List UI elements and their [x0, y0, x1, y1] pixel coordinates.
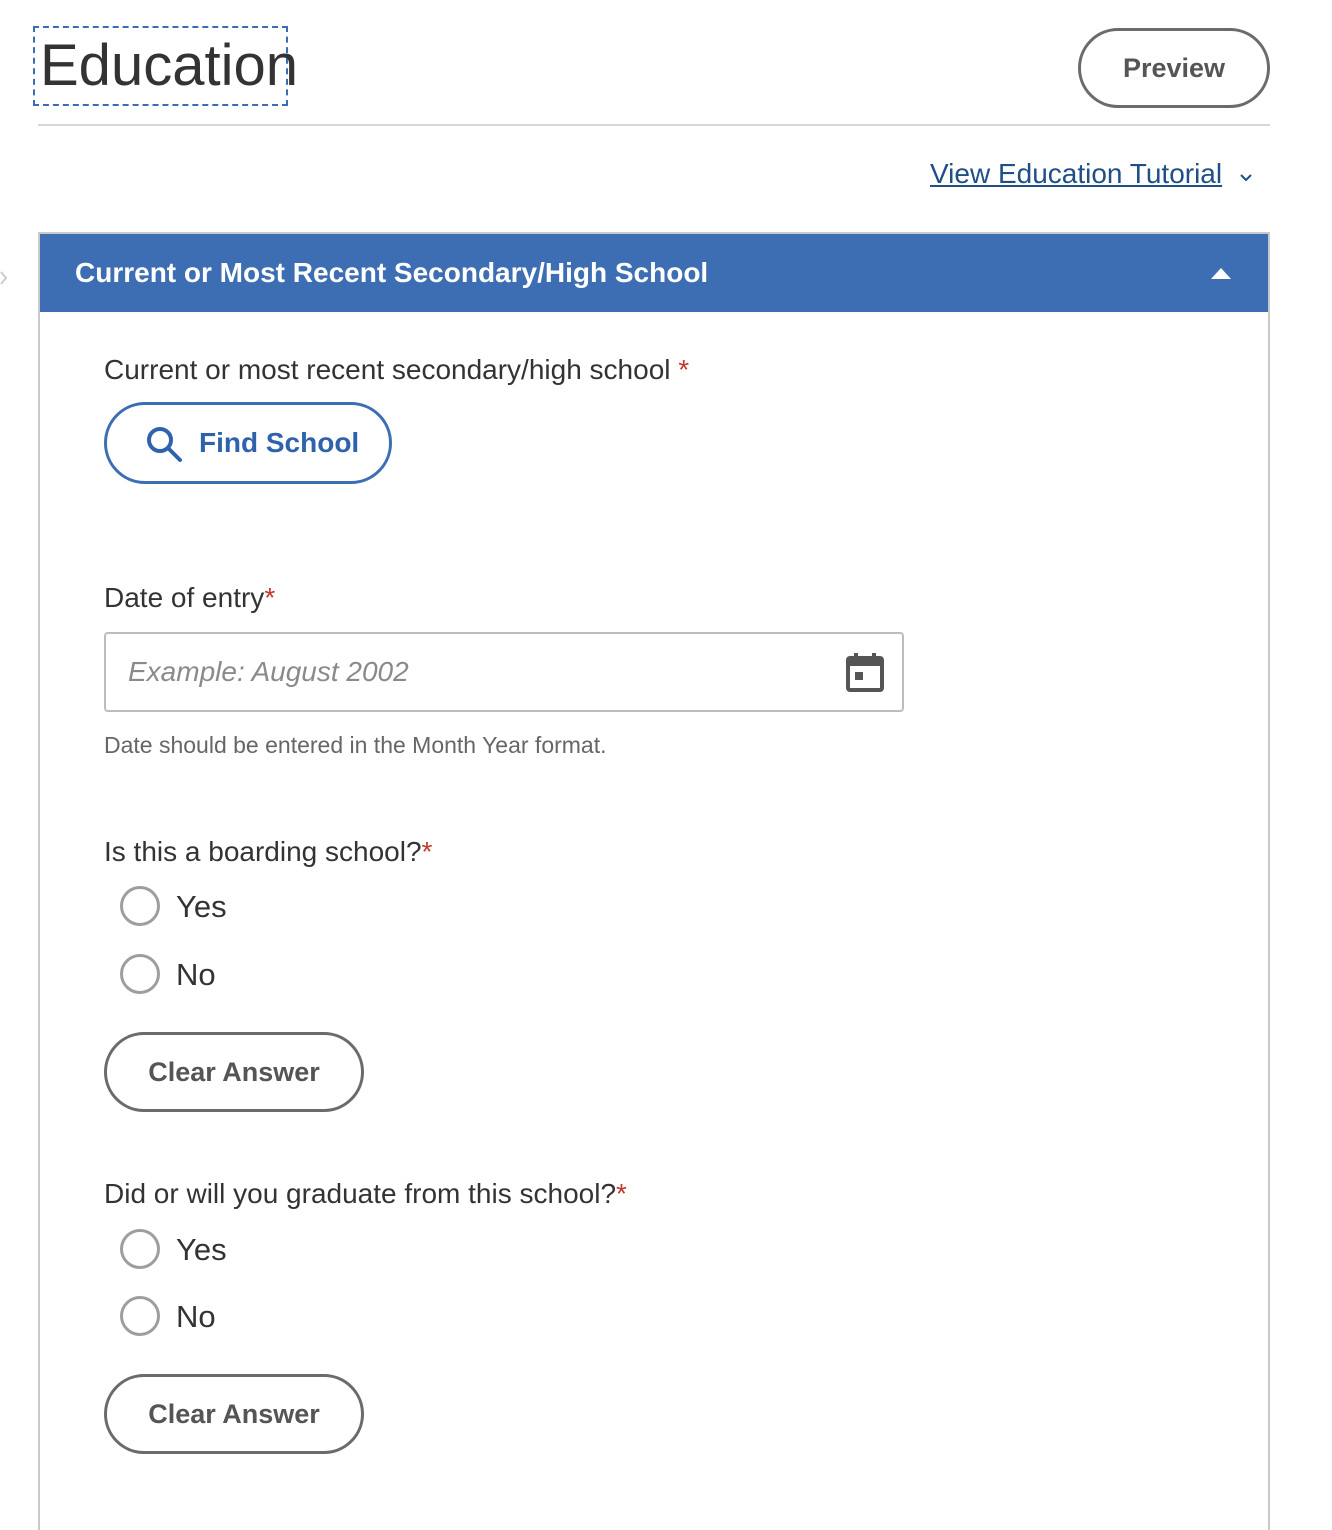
radio-label: No — [176, 957, 216, 992]
required-mark: * — [421, 836, 433, 867]
date-label-text: Date of entry — [104, 582, 265, 613]
find-school-label: Find School — [199, 427, 360, 458]
clear-graduate-answer-button[interactable]: Clear Answer — [104, 1374, 364, 1454]
radio-circle[interactable] — [120, 1229, 160, 1269]
section-title: Current or Most Recent Secondary/High School — [75, 257, 709, 288]
view-tutorial-link[interactable]: View Education Tutorial — [930, 158, 1223, 189]
caret-up-icon[interactable] — [1210, 266, 1232, 280]
find-school-button[interactable] — [104, 402, 392, 484]
date-field-label — [104, 582, 275, 614]
preview-button[interactable]: Preview — [1078, 28, 1270, 108]
graduate-question-label — [104, 1178, 627, 1210]
date-input-container — [104, 632, 904, 712]
radio-circle[interactable] — [120, 886, 160, 926]
school-field-label — [104, 354, 689, 386]
header-divider — [38, 124, 1270, 126]
radio-label: No — [176, 1299, 216, 1334]
required-mark: * — [678, 354, 690, 385]
chevron-down-icon[interactable] — [1238, 170, 1254, 186]
radio-label: Yes — [176, 1232, 227, 1267]
radio-circle[interactable] — [120, 954, 160, 994]
chevron-right-icon — [0, 268, 10, 288]
search-icon — [145, 425, 183, 463]
radio-circle[interactable] — [120, 1296, 160, 1336]
required-mark: * — [264, 582, 276, 613]
page-title: Education — [33, 26, 288, 106]
school-label-text: Current or most recent secondary/high school — [104, 354, 679, 385]
calendar-icon[interactable] — [846, 652, 884, 692]
boarding-question-label — [104, 836, 432, 868]
boarding-label-text: Is this a boarding school? — [104, 836, 422, 867]
graduate-label-text: Did or will you graduate from this school? — [104, 1178, 617, 1209]
date-help-text: Date should be entered in the Month Year format. — [104, 732, 607, 758]
date-of-entry-input[interactable] — [106, 634, 826, 710]
required-mark: * — [616, 1178, 627, 1209]
section-header[interactable] — [40, 234, 1268, 312]
radio-label: Yes — [176, 889, 227, 924]
clear-boarding-answer-button[interactable]: Clear Answer — [104, 1032, 364, 1112]
